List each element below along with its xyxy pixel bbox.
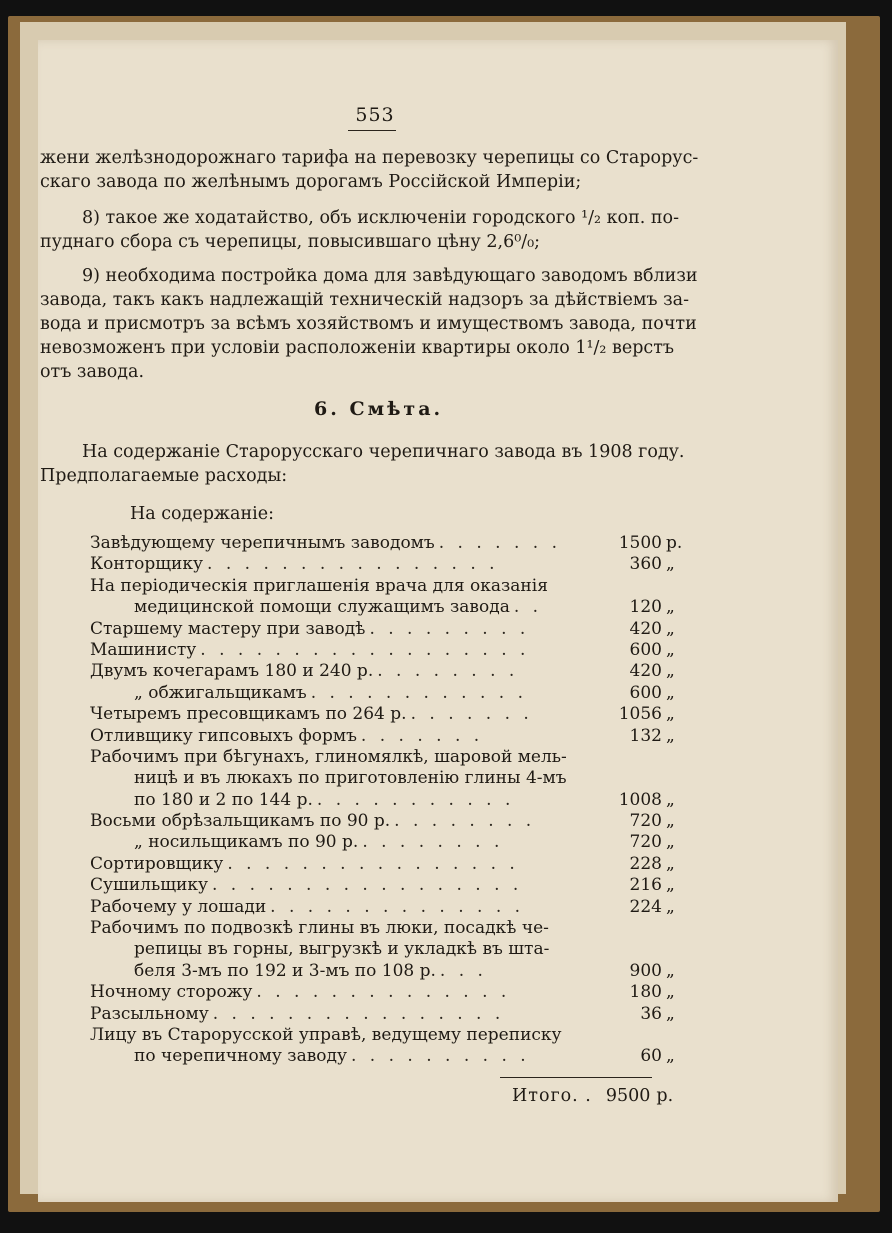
estimate-row-amount: 1056 xyxy=(618,704,662,725)
text-line: жени желѣзнодорожнаго тарифа на перевозку черепицы со Старорус- xyxy=(40,148,699,168)
dot-leader: . . . . . . . . . . . . xyxy=(310,682,527,703)
estimate-row-label xyxy=(134,1046,530,1067)
estimate-row-unit: „ xyxy=(666,875,675,896)
estimate-row xyxy=(90,790,690,811)
row-label-text: „ обжигальщикамъ xyxy=(134,682,307,703)
estimate-row xyxy=(90,640,690,661)
row-label-text: Сортировщику xyxy=(90,853,224,874)
estimate-row xyxy=(90,811,690,832)
estimate-row-label xyxy=(134,768,567,789)
total-line xyxy=(512,1086,673,1106)
row-label-text: Машинисту xyxy=(90,639,197,660)
row-label-text: беля 3-мъ по 192 и 3-мъ по 108 р. xyxy=(134,960,436,981)
row-label-text: Завѣдующему черепичнымъ заводомъ xyxy=(90,533,435,553)
dot-leader: . . . . . . . . . . . . . . . . xyxy=(227,853,519,874)
text-line: вода и присмотръ за всѣмъ хозяйствомъ и имуществомъ завода, почти xyxy=(40,314,697,334)
row-label-text: Отливщику гипсовыхъ формъ xyxy=(90,725,357,746)
dot-leader: . . . . . . . . . . . xyxy=(316,789,515,810)
estimate-row-amount: 60 xyxy=(640,1046,662,1067)
estimate-row xyxy=(90,961,690,982)
text-line: отъ завода. xyxy=(40,362,145,382)
estimate-row-label xyxy=(90,554,499,575)
estimate-row-label xyxy=(134,683,527,704)
paragraph-item-9 xyxy=(40,264,720,384)
estimate-row-amount: 228 xyxy=(629,853,662,874)
estimate-row-unit: „ xyxy=(666,896,675,917)
estimate-row xyxy=(90,726,690,747)
total-amount: 9500 xyxy=(605,1086,651,1106)
total-label: Итого. . xyxy=(512,1086,592,1106)
estimate-row-label xyxy=(90,747,567,768)
estimate-row xyxy=(90,854,690,875)
estimate-row-unit: „ xyxy=(666,811,675,832)
estimate-row-amount: 420 xyxy=(629,661,662,682)
estimate-row-unit: „ xyxy=(666,1046,675,1067)
page-number: 553 xyxy=(355,104,395,126)
estimate-row-label xyxy=(90,854,519,875)
section-heading: 6. Смѣта. xyxy=(314,398,444,420)
row-label-text: Рабочимъ по подвозкѣ глины въ люки, посадкѣ че- xyxy=(90,918,549,939)
estimate-row-unit: „ xyxy=(666,789,675,810)
estimate-row-amount: 216 xyxy=(629,875,662,896)
estimate-row xyxy=(90,875,690,896)
estimate-row-label xyxy=(134,961,487,982)
estimate-row xyxy=(90,683,690,704)
estimate-row-amount: 720 xyxy=(629,832,662,853)
estimate-row-amount: 224 xyxy=(629,896,662,917)
estimate-row-label xyxy=(90,982,510,1003)
dot-leader: . . . . . . . . . . . . . . xyxy=(270,896,525,917)
estimate-row-amount: 120 xyxy=(629,597,662,618)
estimate-row-label xyxy=(90,640,529,661)
row-label-text: Восьми обрѣзальщикамъ по 90 р. xyxy=(90,811,391,832)
estimate-row-label xyxy=(90,897,524,918)
intro-line: Предполагаемые расходы: xyxy=(40,466,288,486)
row-label-text: Двумъ кочегарамъ 180 и 240 р. xyxy=(90,661,374,682)
estimate-row-amount: 1500 xyxy=(618,533,662,553)
estimate-row-unit: „ xyxy=(666,982,675,1003)
row-label-text: по черепичному заводу xyxy=(134,1046,347,1067)
estimate-row-unit: „ xyxy=(666,554,675,575)
estimate-row-amount: 1008 xyxy=(618,789,662,810)
dot-leader: . . . . . . . . xyxy=(362,832,504,853)
estimate-row-label xyxy=(90,704,533,725)
dot-leader: . . . . . . . xyxy=(360,725,484,746)
dot-leader: . . . . . . . . . . . . . . . . . . xyxy=(200,639,530,660)
text-line: невозможенъ при условiи расположенiи квартиры около 1¹/₂ верстъ xyxy=(40,338,675,358)
row-label-text: Ночному сторожу xyxy=(90,982,253,1003)
estimate-row xyxy=(90,1046,690,1067)
dot-leader: . . . . . . . xyxy=(410,704,533,725)
row-label-text: Сушильщику xyxy=(90,875,208,896)
estimate-row-unit: „ xyxy=(666,960,675,981)
estimate-row-label xyxy=(90,1025,562,1046)
dot-leader: . . xyxy=(513,597,543,618)
row-label-text: Конторщику xyxy=(90,554,204,575)
estimate-row-label xyxy=(90,533,561,554)
dot-leader: . . . . . . . . xyxy=(394,811,536,832)
estimate-row xyxy=(90,832,690,853)
row-label-text: репицы въ горны, выгрузкѣ и укладкѣ въ шта- xyxy=(134,939,550,960)
estimate-intro xyxy=(40,440,730,488)
estimate-row xyxy=(90,704,690,725)
estimate-row-unit: „ xyxy=(666,1003,675,1024)
row-label-text: „ носильщикамъ по 90 р. xyxy=(134,832,359,853)
row-label-text: На перiодическiя приглашенiя врача для оказанiя xyxy=(90,575,548,596)
estimate-row-amount: 600 xyxy=(629,682,662,703)
dot-leader: . . . . . . . . . . . . . . . . . xyxy=(211,875,523,896)
estimate-row xyxy=(90,597,690,618)
dot-leader: . . . . . . . . . . . . . . . . xyxy=(212,1003,505,1024)
dot-leader: . . . . . . . . . xyxy=(369,618,530,639)
intro-line: На содержанiе Старорусскаго черепичнаго завода въ 1908 году. xyxy=(82,442,685,462)
row-label-text: медицинской помощи служащимъ завода xyxy=(134,597,510,618)
dot-leader: . . . . . . . . xyxy=(377,661,519,682)
estimate-row-unit: „ xyxy=(666,682,675,703)
estimate-row-unit: „ xyxy=(666,704,675,725)
estimate-row-unit: „ xyxy=(666,661,675,682)
estimate-row xyxy=(90,747,690,768)
estimate-row xyxy=(90,768,690,789)
estimate-row-label xyxy=(90,661,518,682)
estimate-row-label xyxy=(90,576,548,597)
text-line: 9) необходима постройка дома для завѣдующаго заводомъ вблизи xyxy=(82,266,698,286)
estimate-row-label xyxy=(90,918,549,939)
estimate-row-unit: „ xyxy=(666,725,675,746)
total-unit: р. xyxy=(656,1086,674,1106)
text-line: 8) такое же ходатайство, объ исключенiи городского ¹/₂ коп. по- xyxy=(82,208,679,228)
paragraph-continuation xyxy=(40,146,720,194)
row-label-text: Старшему мастеру при заводѣ xyxy=(90,618,366,639)
estimate-row-label xyxy=(134,939,549,960)
estimate-row-unit: „ xyxy=(666,639,675,660)
estimate-row-label xyxy=(90,811,535,832)
estimate-row-label xyxy=(90,726,483,747)
estimate-row xyxy=(90,533,690,554)
row-label-text: Рабочему у лошади xyxy=(90,896,267,917)
estimate-row-amount: 132 xyxy=(629,725,662,746)
estimate-row-amount: 720 xyxy=(629,811,662,832)
dot-leader: . . . . . . . . . . . . . . xyxy=(256,982,511,1003)
dot-leader: . . . xyxy=(439,960,487,981)
estimate-row xyxy=(90,619,690,640)
estimate-row xyxy=(90,576,690,597)
estimate-table xyxy=(90,533,690,1068)
estimate-row xyxy=(90,1004,690,1025)
row-label-text: Лицу въ Старорусской управѣ, ведущему переписку xyxy=(90,1024,562,1045)
estimate-row-amount: 420 xyxy=(629,618,662,639)
estimate-row-amount: 360 xyxy=(629,554,662,575)
row-label-text: ницѣ и въ люкахъ по приготовленiю глины 4-мъ xyxy=(134,768,567,789)
estimate-row-unit: „ xyxy=(666,618,675,639)
estimate-row-unit: „ xyxy=(666,832,675,853)
estimate-row xyxy=(90,661,690,682)
row-label-text: по 180 и 2 по 144 р. xyxy=(134,789,313,810)
estimate-row xyxy=(90,982,690,1003)
estimate-row-amount: 600 xyxy=(629,639,662,660)
dot-leader: . . . . . . . . . . . . . . . . xyxy=(207,554,499,575)
subheading: На содержанiе: xyxy=(130,504,274,524)
row-label-text: Рабочимъ при бѣгунахъ, глиномялкѣ, шаровой мель- xyxy=(90,746,567,767)
paragraph-item-8 xyxy=(40,206,720,254)
estimate-row-label xyxy=(134,597,542,618)
row-label-text: Разсыльному xyxy=(90,1003,209,1024)
text-line: скаго завода по желѣнымъ дорогамъ Россiйской Имперiи; xyxy=(40,172,582,192)
dot-leader: . . . . . . . xyxy=(438,533,561,553)
estimate-row-amount: 36 xyxy=(640,1003,662,1024)
estimate-row-unit: р. xyxy=(666,533,683,553)
text-line: завода, такъ какъ надлежащiй техническiй надзоръ за дѣйствiемъ за- xyxy=(40,290,690,310)
estimate-row-unit: „ xyxy=(666,597,675,618)
estimate-row xyxy=(90,554,690,575)
page-number-rule xyxy=(348,130,396,131)
estimate-row-unit: „ xyxy=(666,853,675,874)
estimate-row-label xyxy=(134,790,514,811)
estimate-row xyxy=(90,939,690,960)
estimate-row-label xyxy=(134,832,503,853)
estimate-row xyxy=(90,1025,690,1046)
estimate-row-label xyxy=(90,875,522,896)
estimate-row-label xyxy=(90,619,529,640)
dot-leader: . . . . . . . . . . xyxy=(351,1046,530,1067)
total-rule xyxy=(500,1077,652,1078)
row-label-text: Четыремъ пресовщикамъ по 264 р. xyxy=(90,704,407,725)
estimate-row xyxy=(90,897,690,918)
estimate-row xyxy=(90,918,690,939)
estimate-row-label xyxy=(90,1004,504,1025)
estimate-row-amount: 180 xyxy=(629,982,662,1003)
text-line: пуднаго сбора съ черепицы, повысившаго цѣну 2,6⁰/₀; xyxy=(40,232,541,252)
estimate-row-amount: 900 xyxy=(629,960,662,981)
